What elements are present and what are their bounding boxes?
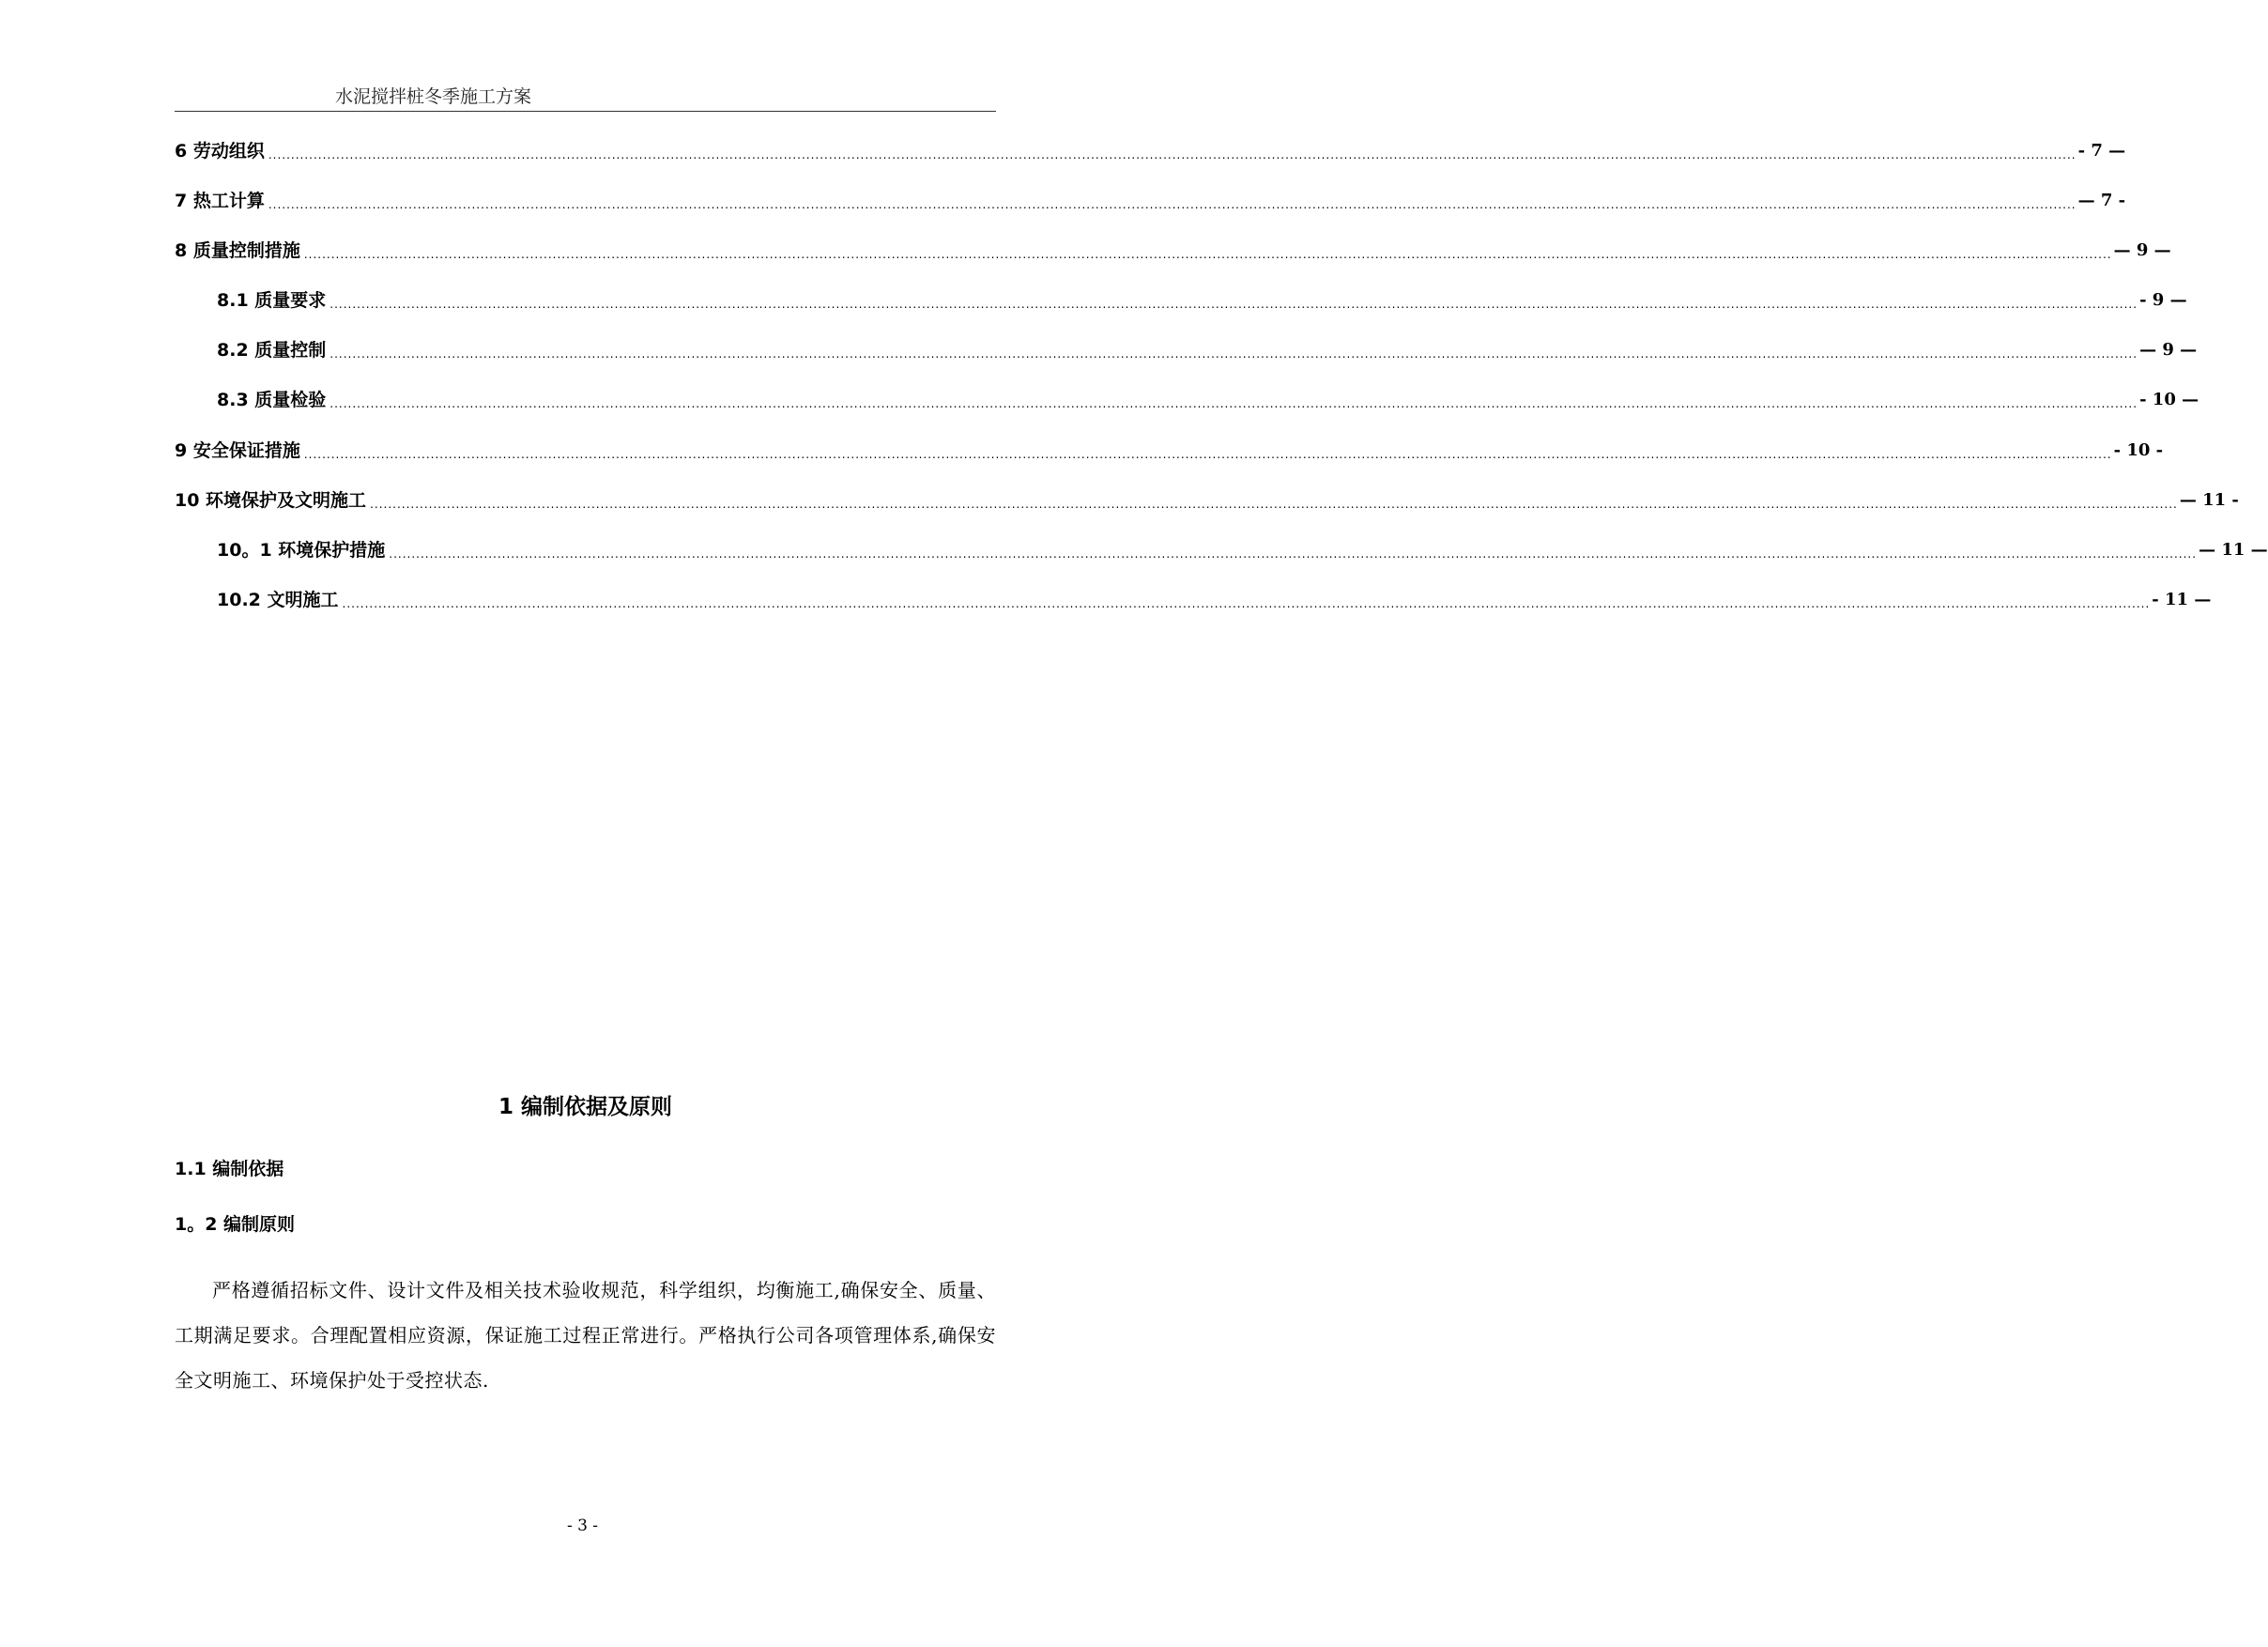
toc-leader-dots: ................................................................................................................................................................................................................................................................................................................................................................................................................ [342,597,2151,610]
toc-entry[interactable] [175,187,2126,215]
toc-entry[interactable] [175,437,2164,465]
toc-entry[interactable] [175,486,2239,515]
toc-entry[interactable] [217,286,2187,315]
toc-leader-dots: ................................................................................................................................................................................................................................................................................................................................................................................................................ [329,347,2138,361]
toc-entry-page: — 9 — [2139,340,2198,360]
toc-entry-label: 7 热工计算 [175,191,265,211]
page-header-title: 水泥搅拌桩冬季施工方案 [335,86,532,107]
toc-leader-dots: ................................................................................................................................................................................................................................................................................................................................................................................................................ [329,397,2138,410]
section-title: 1。2 编制原则 [175,1214,296,1235]
toc-entry-page: - 11 — [2152,590,2212,609]
toc-entry[interactable] [217,336,2198,364]
toc-entry-label: 8.3 质量检验 [217,390,327,410]
toc-entry-page: - 7 — [2077,141,2126,161]
toc-entry-label: 10。1 环境保护措施 [217,540,386,561]
toc-entry-page: - 10 — [2139,390,2199,409]
toc-leader-dots: ................................................................................................................................................................................................................................................................................................................................................................................................................ [303,248,2112,261]
toc-entry[interactable] [175,137,2126,165]
toc-entry-page: - 10 - [2113,440,2164,460]
header-rule [175,111,996,112]
toc-entry-page: — 9 — [2113,240,2171,260]
toc-entry-page: - 9 — [2139,290,2187,310]
toc-entry[interactable] [217,386,2199,414]
toc-entry-label: 8.2 质量控制 [217,340,327,361]
toc-entry-label: 9 安全保证措施 [175,440,300,461]
body-paragraph: 严格遵循招标文件、设计文件及相关技术验收规范，科学组织，均衡施工,确保安全、质量、工期满足要求。合理配置相应资源，保证施工过程正常进行。严格执行公司各项管理体系,确保安全文明施工、环境保护处于受控状态. [175,1279,996,1392]
toc-entry-page: — 11 - [2179,490,2239,510]
section-title: 1.1 编制依据 [175,1159,284,1179]
toc-entry-label: 8 质量控制措施 [175,240,300,261]
toc-entry-page: — 7 - [2077,191,2126,210]
toc-leader-dots: ................................................................................................................................................................................................................................................................................................................................................................................................................ [303,448,2112,461]
page-number: - 3 - [566,1516,599,1535]
toc-entry-page: — 11 — [2199,540,2268,560]
toc-entry-label: 10 环境保护及文明施工 [175,490,367,511]
toc-leader-dots: ................................................................................................................................................................................................................................................................................................................................................................................................................ [329,298,2138,311]
toc-entry[interactable] [217,536,2268,564]
toc-leader-dots: ................................................................................................................................................................................................................................................................................................................................................................................................................ [389,547,2198,561]
toc-leader-dots: ................................................................................................................................................................................................................................................................................................................................................................................................................ [370,498,2178,511]
toc-leader-dots: ................................................................................................................................................................................................................................................................................................................................................................................................................ [268,198,2076,211]
toc-entry-label: 8.1 质量要求 [217,290,327,311]
toc-entry-label: 10.2 文明施工 [217,590,339,610]
toc-leader-dots: ................................................................................................................................................................................................................................................................................................................................................................................................................ [268,148,2076,162]
toc-entry-label: 6 劳动组织 [175,141,265,162]
chapter-title: 1 编制依据及原则 [498,1095,672,1119]
toc-entry[interactable] [175,237,2171,265]
toc-entry[interactable] [217,586,2212,614]
